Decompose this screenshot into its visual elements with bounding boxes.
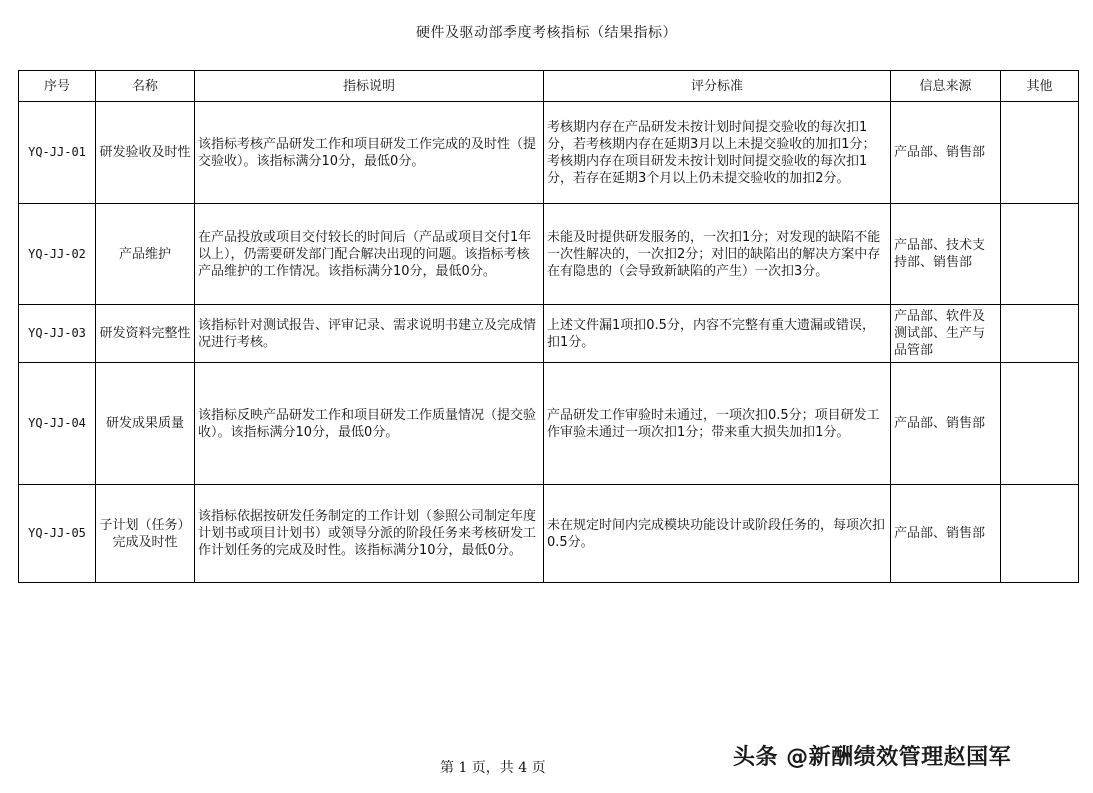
row-criteria: 考核期内存在产品研发未按计划时间提交验收的每次扣1分，若考核期内存在延期3月以上未提交验收的加扣1分；考核期内存在项目研发未按计划时间提交验收的每次扣1分，若存在延期3个月以上仍未提交验收的加扣2分。 [544, 102, 891, 204]
row-id: YQ-JJ-01 [19, 102, 96, 204]
table-row [19, 485, 1079, 583]
row-other [1001, 305, 1079, 363]
row-id: YQ-JJ-02 [19, 204, 96, 305]
row-source: 产品部、销售部 [891, 485, 1001, 583]
row-name: 研发资料完整性 [96, 305, 195, 363]
page-footer: 第 1 页，共 4 页 [440, 760, 546, 776]
table-row [19, 102, 1079, 204]
row-criteria: 未在规定时间内完成模块功能设计或阶段任务的，每项次扣0.5分。 [544, 485, 891, 583]
row-name: 产品维护 [96, 204, 195, 305]
header-cell-other: 其他 [1001, 71, 1079, 102]
header-cell-criteria: 评分标准 [544, 71, 891, 102]
kpi-table [18, 70, 1079, 583]
row-name: 研发验收及时性 [96, 102, 195, 204]
header-cell-description: 指标说明 [195, 71, 544, 102]
row-description: 在产品投放或项目交付较长的时间后（产品或项目交付1年以上），仍需要研发部门配合解决出现的问题。该指标考核产品维护的工作情况。该指标满分10分，最低0分。 [195, 204, 544, 305]
row-other [1001, 363, 1079, 485]
row-id: YQ-JJ-04 [19, 363, 96, 485]
table-row [19, 305, 1079, 363]
row-other [1001, 204, 1079, 305]
row-source: 产品部、软件及测试部、生产与品管部 [891, 305, 1001, 363]
row-description: 该指标反映产品研发工作和项目研发工作质量情况（提交验收）。该指标满分10分，最低0分。 [195, 363, 544, 485]
row-source: 产品部、销售部 [891, 102, 1001, 204]
row-criteria: 产品研发工作审验时未通过，一项次扣0.5分；项目研发工作审验未通过一项次扣1分；带来重大损失加扣1分。 [544, 363, 891, 485]
header-cell-name: 名称 [96, 71, 195, 102]
row-name: 研发成果质量 [96, 363, 195, 485]
table-header-row [19, 71, 1079, 102]
row-name: 子计划（任务）完成及时性 [96, 485, 195, 583]
watermark: 头条 @新酬绩效管理赵国军 [733, 745, 1012, 770]
row-other [1001, 485, 1079, 583]
row-criteria: 上述文件漏1项扣0.5分，内容不完整有重大遗漏或错误，扣1分。 [544, 305, 891, 363]
row-other [1001, 102, 1079, 204]
row-description: 该指标针对测试报告、评审记录、需求说明书建立及完成情况进行考核。 [195, 305, 544, 363]
header-cell-source: 信息来源 [891, 71, 1001, 102]
header-cell-index: 序号 [19, 71, 96, 102]
row-id: YQ-JJ-05 [19, 485, 96, 583]
table-row [19, 204, 1079, 305]
row-source: 产品部、销售部 [891, 363, 1001, 485]
row-description: 该指标考核产品研发工作和项目研发工作完成的及时性（提交验收）。该指标满分10分，最低0分。 [195, 102, 544, 204]
row-description: 该指标依据按研发任务制定的工作计划（参照公司制定年度计划书或项目计划书）或领导分派的阶段任务来考核研发工作计划任务的完成及时性。该指标满分10分，最低0分。 [195, 485, 544, 583]
document-title: 硬件及驱动部季度考核指标（结果指标） [416, 25, 677, 41]
row-source: 产品部、技术支持部、销售部 [891, 204, 1001, 305]
row-criteria: 未能及时提供研发服务的，一次扣1分；对发现的缺陷不能一次性解决的，一次扣2分；对旧的缺陷出的解决方案中存在有隐患的（会导致新缺陷的产生）一次扣3分。 [544, 204, 891, 305]
row-id: YQ-JJ-03 [19, 305, 96, 363]
table-row [19, 363, 1079, 485]
